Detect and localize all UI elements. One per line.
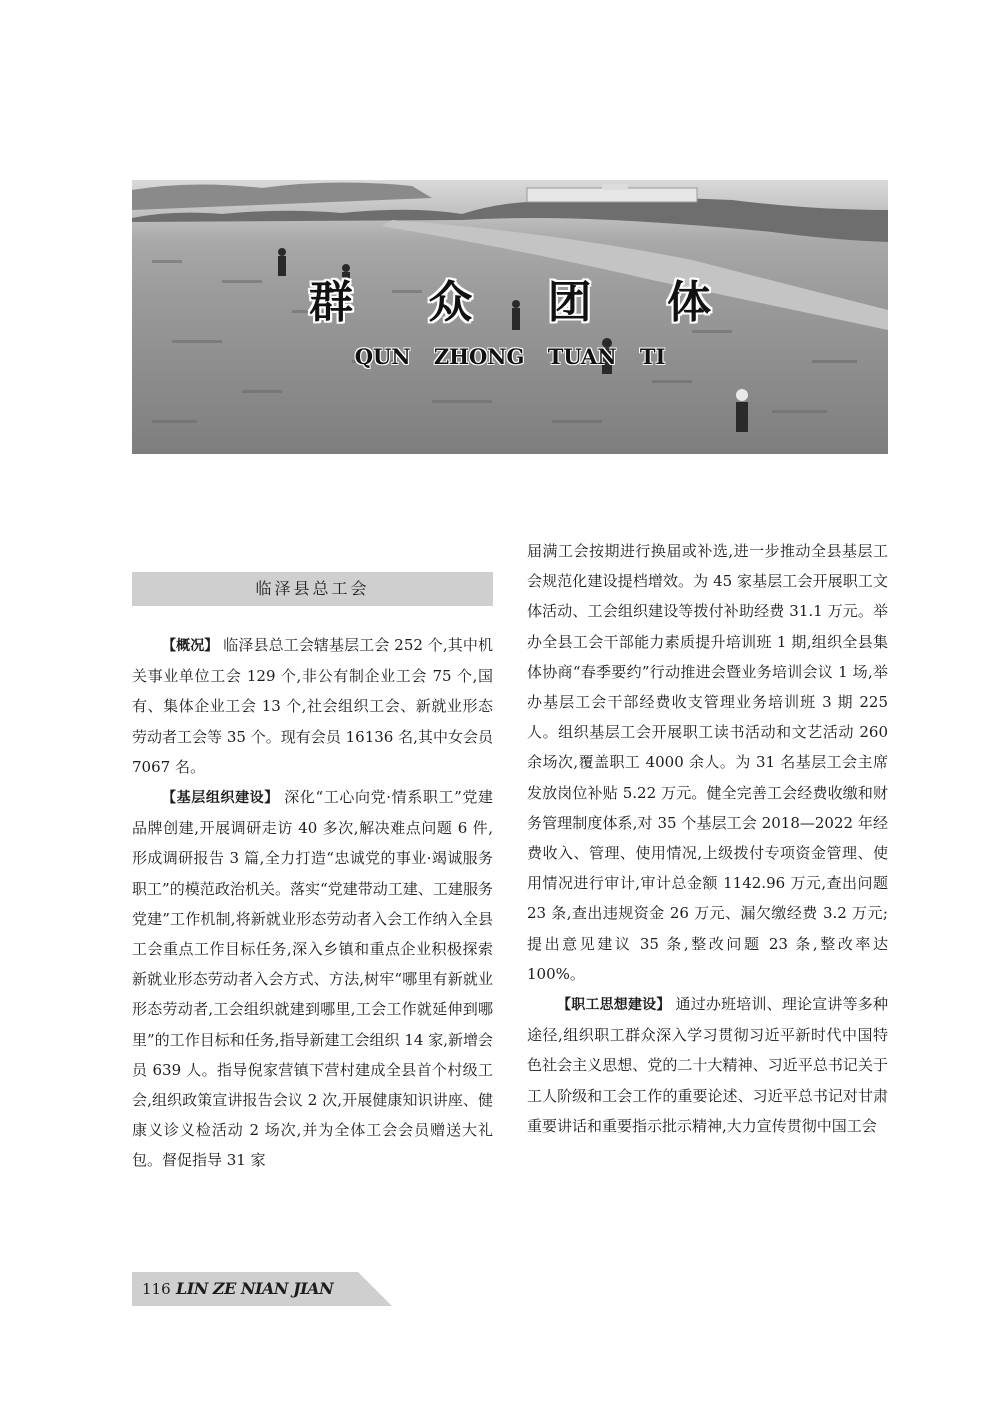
paragraph-ideology: [527, 989, 888, 1141]
page-footer: [132, 1272, 394, 1308]
tag-grassroots: 【基层组织建设】: [162, 790, 279, 807]
banner-subtitle: QUN ZHONG TUAN TI: [354, 344, 666, 369]
tag-ideology: 【职工思想建设】: [557, 997, 671, 1014]
journal-name: LIN ZE NIAN JIAN: [176, 1279, 334, 1298]
text-ideology: 通过办班培训、理论宣讲等多种途径,组织职工群众深入学习贯彻习近平新时代中国特色社会主义思想、党的二十大精神、习近平总书记关于工人阶级和工会工作的重要论述、习近平总书记对甘肃重要讲话和重要指示批示精神,大力宣传贯彻中国工会: [527, 995, 889, 1135]
page-number: 116: [142, 1280, 171, 1298]
banner-photo: [132, 180, 888, 454]
tag-overview: 【概况】: [162, 638, 219, 654]
paragraph-grassroots: [132, 782, 493, 1176]
paragraph-overview: [132, 630, 493, 782]
paragraph-continued: 届满工会按期进行换届或补选,进一步推动全县基层工会规范化建设提档增效。为 45 家基层工会开展职工文体活动、工会组织建设等拨付补助经费 31.1 万元。举办全县工会干部能力素质提升培训班 1 期,组织全县集体协商“春季要约”行动推进会暨业务培训会议 1 场,举办基层工会干部经费收支管理业务培训班 3 期 225 人。组织基层工会开展职工读书活动和文艺活动 260 余场次,覆盖职工 4000 余人。为 31 名基层工会主席发放岗位补贴 5.22 万元。健全完善工会经费收缴和财务管理制度体系,对 35 个基层工会 2018—2022 年经费收入、管理、使用情况,上级拨付专项资金管理、使用情况进行审计,审计总金额 1142.96 万元,查出问题 23 条,查出违规资金 26 万元、漏欠缴经费 3.2 万元;提出意见建议 35 条,整改问题 23 条,整改率达 100%。: [527, 542, 888, 983]
left-column: [132, 630, 493, 1176]
text-overview: 临泽县总工会辖基层工会 252 个,其中机关事业单位工会 129 个,非公有制企业工会 75 个,国有、集体企业工会 13 个,社会组织工会、新就业形态劳动者工会等 35 个。现有会员 16136 名,其中女会员 7067 名。: [132, 636, 493, 776]
text-grassroots: 深化“工心向党·情系职工”党建品牌创建,开展调研走访 40 多次,解决难点问题 6 件,形成调研报告 3 篇,全力打造“忠诚党的事业·竭诚服务职工”的模范政治机关。落实“党建带动工建、工建服务党建”工作机制,将新就业形态劳动者入会工作纳入全县工会重点工作目标任务,深入乡镇和重点企业积极探索新就业形态劳动者入会方式、方法,树牢“哪里有新就业形态劳动者,工会组织就建到哪里,工会工作就延伸到哪里”的工作目标和任务,指导新建工会组织 14 家,新增会员 639 人。指导倪家营镇下营村建成全县首个村级工会,组织政策宣讲报告会议 2 次,开展健康知识讲座、健康义诊义检活动 2 场次,并为全体工会会员赠送大礼包。督促指导 31 家: [132, 788, 494, 1170]
banner-title: 群 众 团 体: [309, 277, 741, 328]
section-heading: 临泽县总工会: [132, 572, 493, 606]
right-column: [527, 536, 888, 1141]
